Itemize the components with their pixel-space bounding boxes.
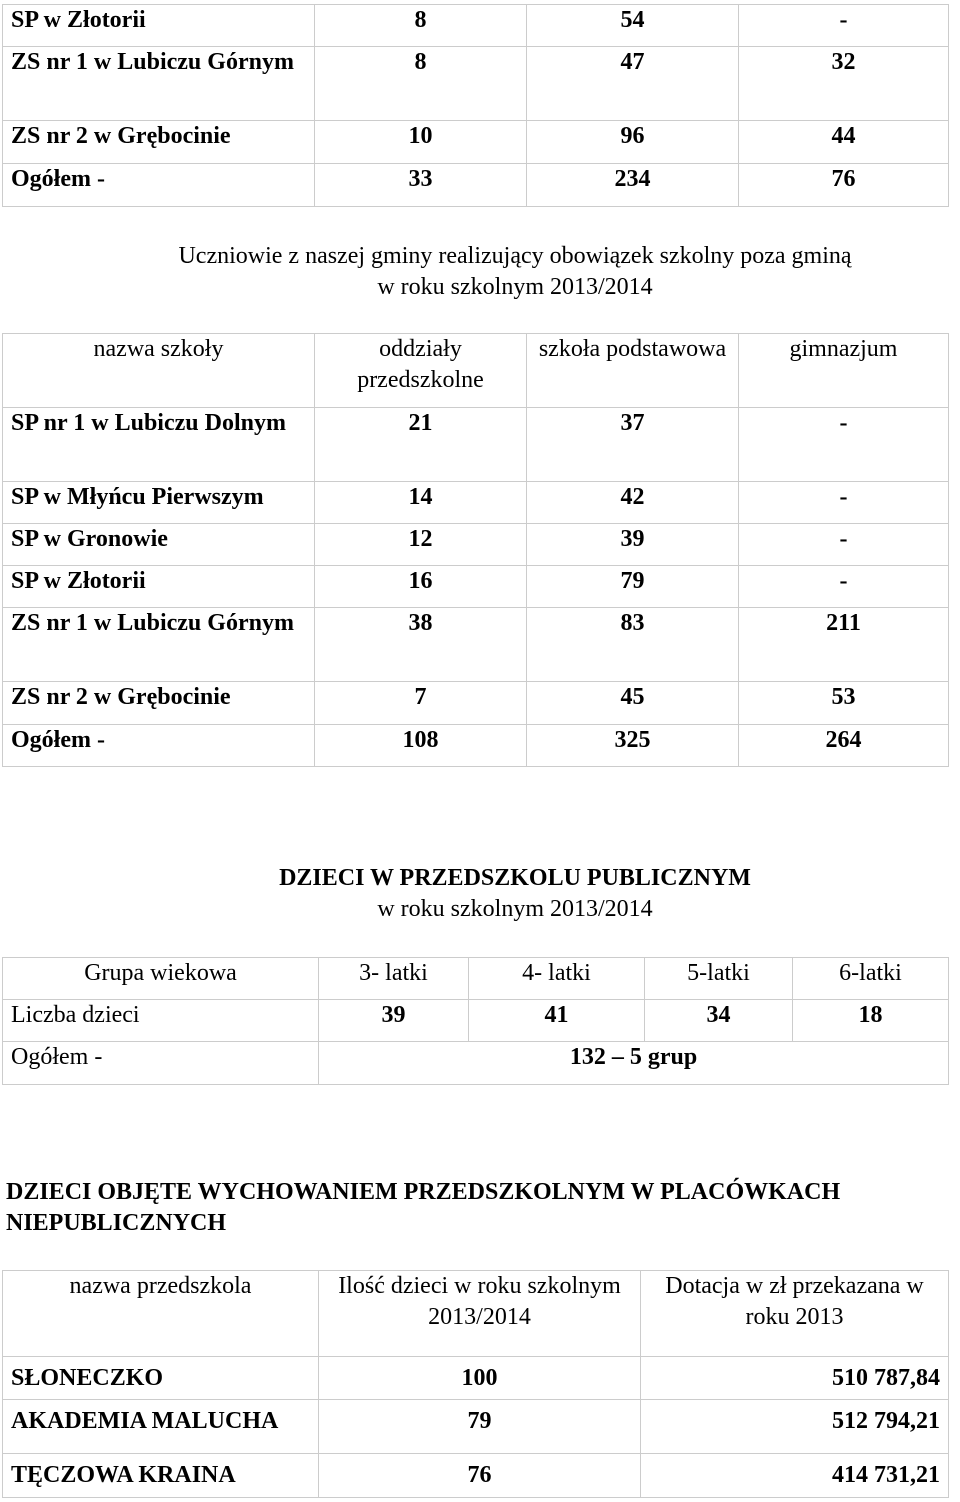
- preschool-count: 38: [315, 608, 527, 682]
- school-name: SP w Złotorii: [3, 566, 315, 608]
- school-name: ZS nr 1 w Lubiczu Górnym: [3, 47, 315, 121]
- column-header: oddziały przedszkolne: [315, 334, 527, 408]
- primary-count: 83: [527, 608, 739, 682]
- column-header: gimnazjum: [739, 334, 949, 408]
- table-row: [3, 682, 949, 725]
- children-count: 79: [319, 1400, 641, 1454]
- primary-count: 234: [527, 164, 739, 207]
- total-label: Ogółem -: [3, 1042, 319, 1085]
- preschool-name: SŁONECZKO: [3, 1357, 319, 1400]
- column-header: Ilość dzieci w roku szkolnym 2013/2014: [319, 1271, 641, 1357]
- age-group-header: 6-latki: [793, 958, 949, 1000]
- gymnasium-count: 211: [739, 608, 949, 682]
- primary-count: 45: [527, 682, 739, 725]
- grant-amount: 510 787,84: [641, 1357, 949, 1400]
- school-name: SP w Gronowie: [3, 524, 315, 566]
- children-count: 100: [319, 1357, 641, 1400]
- table-row: [3, 47, 949, 121]
- preschool-count: 10: [315, 121, 527, 164]
- gymnasium-count: 76: [739, 164, 949, 207]
- gymnasium-count: -: [739, 482, 949, 524]
- table-row: [3, 1357, 949, 1400]
- preschool-count: 8: [315, 5, 527, 47]
- preschool-count: 21: [315, 408, 527, 482]
- children-count: 41: [469, 1000, 645, 1042]
- age-group-label: Grupa wiekowa: [3, 958, 319, 1000]
- table-row: [3, 566, 949, 608]
- table-row: [3, 1454, 949, 1498]
- column-header: nazwa szkoły: [3, 334, 315, 408]
- primary-count: 37: [527, 408, 739, 482]
- section2-title: Uczniowie z naszej gminy realizujący obowiązek szkolny poza gminą: [178, 243, 852, 269]
- grant-amount: 414 731,21: [641, 1454, 949, 1498]
- column-header: szkoła podstawowa: [527, 334, 739, 408]
- primary-count: 42: [527, 482, 739, 524]
- gymnasium-count: 264: [739, 725, 949, 767]
- school-name: SP w Złotorii: [3, 5, 315, 47]
- preschool-count: 108: [315, 725, 527, 767]
- schools-table-top: [2, 4, 949, 207]
- gymnasium-count: -: [739, 408, 949, 482]
- table-row: [3, 164, 949, 207]
- private-preschool-table: [2, 1270, 949, 1498]
- gymnasium-count: -: [739, 5, 949, 47]
- public-preschool-table: [2, 957, 949, 1085]
- age-group-header: 3- latki: [319, 958, 469, 1000]
- age-group-header: 4- latki: [469, 958, 645, 1000]
- preschool-count: 14: [315, 482, 527, 524]
- column-header: nazwa przedszkola: [3, 1271, 319, 1357]
- section3-heading: [0, 863, 960, 925]
- section4-title: DZIECI OBJĘTE WYCHOWANIEM PRZEDSZKOLNYM W PLACÓWKACH NIEPUBLICZNYCH: [6, 1179, 841, 1236]
- section3-subtitle: w roku szkolnym 2013/2014: [377, 896, 653, 922]
- children-count: 34: [645, 1000, 793, 1042]
- school-name: ZS nr 1 w Lubiczu Górnym: [3, 608, 315, 682]
- column-header: Dotacja w zł przekazana w roku 2013: [641, 1271, 949, 1357]
- school-name: ZS nr 2 w Grębocinie: [3, 682, 315, 725]
- total-label: Ogółem -: [3, 725, 315, 767]
- children-count: 18: [793, 1000, 949, 1042]
- table-row: [3, 608, 949, 682]
- table-row: [3, 524, 949, 566]
- school-name: ZS nr 2 w Grębocinie: [3, 121, 315, 164]
- school-name: SP nr 1 w Lubiczu Dolnym: [3, 408, 315, 482]
- preschool-count: 16: [315, 566, 527, 608]
- section2-heading: [0, 241, 960, 303]
- primary-count: 47: [527, 47, 739, 121]
- table-row: [3, 1000, 949, 1042]
- primary-count: 54: [527, 5, 739, 47]
- table-header-row: [3, 334, 949, 408]
- table-row: [3, 5, 949, 47]
- table-row: [3, 1400, 949, 1454]
- preschool-count: 7: [315, 682, 527, 725]
- children-count: 76: [319, 1454, 641, 1498]
- primary-count: 79: [527, 566, 739, 608]
- preschool-name: TĘCZOWA KRAINA: [3, 1454, 319, 1498]
- table-row: [3, 408, 949, 482]
- table-row: [3, 121, 949, 164]
- gymnasium-count: -: [739, 566, 949, 608]
- gymnasium-count: 44: [739, 121, 949, 164]
- school-name: SP w Młyńcu Pierwszym: [3, 482, 315, 524]
- preschool-count: 8: [315, 47, 527, 121]
- total-value: 132 – 5 grup: [319, 1042, 949, 1085]
- preschool-count: 12: [315, 524, 527, 566]
- primary-count: 39: [527, 524, 739, 566]
- children-count-label: Liczba dzieci: [3, 1000, 319, 1042]
- section3-title: DZIECI W PRZEDSZKOLU PUBLICZNYM: [279, 865, 751, 891]
- gymnasium-count: -: [739, 524, 949, 566]
- children-count: 39: [319, 1000, 469, 1042]
- section2-subtitle: w roku szkolnym 2013/2014: [377, 274, 653, 300]
- preschool-count: 33: [315, 164, 527, 207]
- age-group-header: 5-latki: [645, 958, 793, 1000]
- primary-count: 325: [527, 725, 739, 767]
- table-row: [3, 725, 949, 767]
- preschool-name: AKADEMIA MALUCHA: [3, 1400, 319, 1454]
- table-row: [3, 482, 949, 524]
- gymnasium-count: 53: [739, 682, 949, 725]
- table-header-row: [3, 958, 949, 1000]
- grant-amount: 512 794,21: [641, 1400, 949, 1454]
- total-label: Ogółem -: [3, 164, 315, 207]
- schools-outside-table: [2, 333, 949, 767]
- gymnasium-count: 32: [739, 47, 949, 121]
- primary-count: 96: [527, 121, 739, 164]
- table-header-row: [3, 1271, 949, 1357]
- table-row: [3, 1042, 949, 1085]
